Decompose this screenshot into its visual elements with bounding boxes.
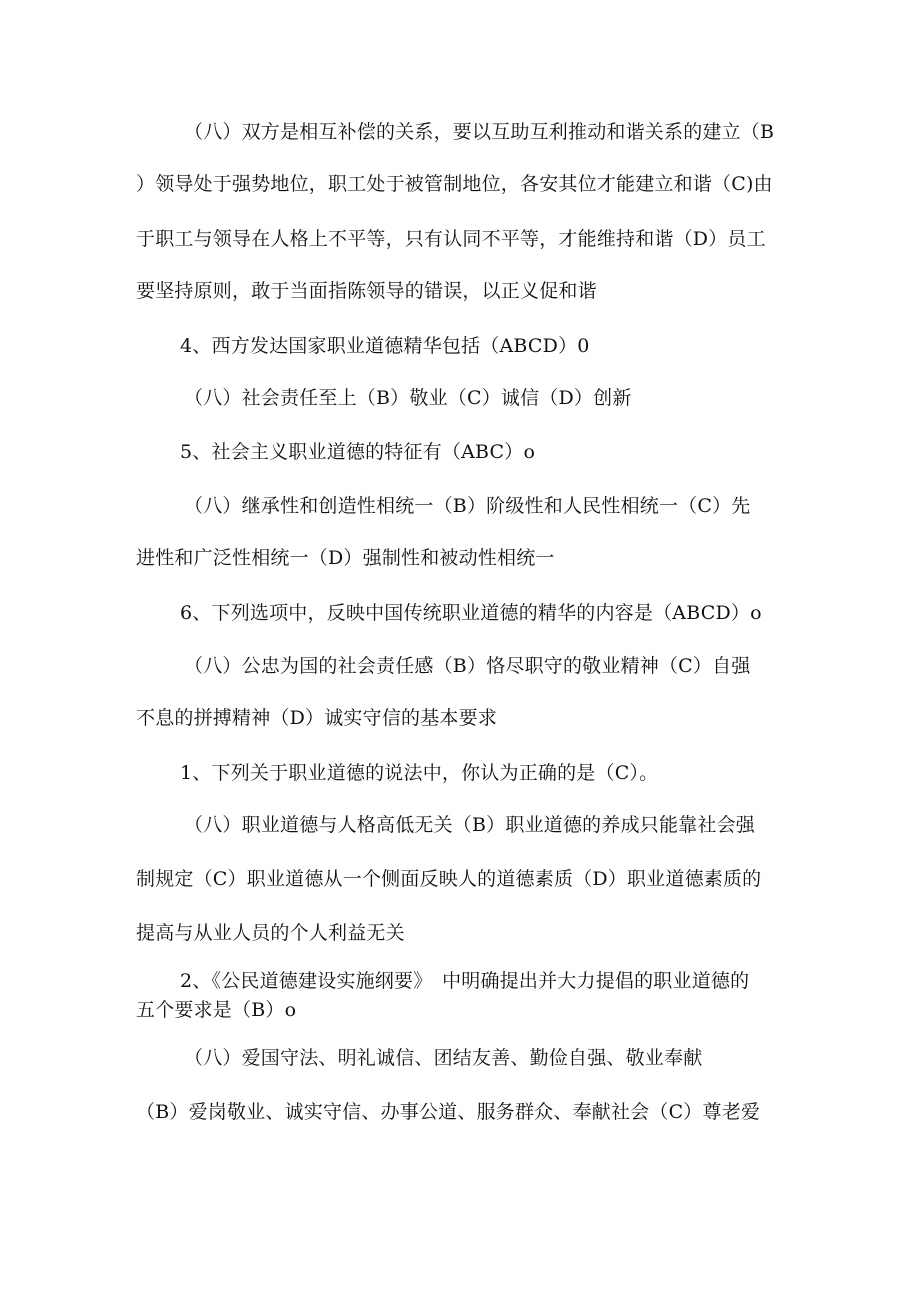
text-line: 要坚持原则，敢于当面指陈领导的错误，以正义促和谐 bbox=[136, 280, 597, 302]
options-line: （八）继承性和创造性相统一（B）阶级性和人民性相统一（C）先 bbox=[184, 495, 751, 517]
options-line: （八）社会责任至上（B）敬业（C）诚信（D）创新 bbox=[184, 387, 632, 409]
text-line: ）领导处于强势地位，职工处于被管制地位，各安其位才能建立和谐（C)由 bbox=[136, 173, 773, 195]
question-line: 6、下列选项中，反映中国传统职业道德的精华的内容是（ABCD）o bbox=[180, 602, 762, 624]
text-line: 不息的拼搏精神（D）诚实守信的基本要求 bbox=[136, 707, 498, 729]
text-line: 制规定（C）职业道德从一个侧面反映人的道德素质（D）职业道德素质的 bbox=[136, 868, 762, 890]
text-line: （B）爱岗敬业、诚实守信、办事公道、服务群众、奉献社会（C）尊老爱 bbox=[136, 1101, 761, 1123]
question-line: 4、西方发达国家职业道德精华包括（ABCD）0 bbox=[180, 335, 590, 357]
text-line: 提高与从业人员的个人利益无关 bbox=[136, 922, 405, 944]
options-line: （八）公忠为国的社会责任感（B）恪尽职守的敬业精神（C）自强 bbox=[184, 655, 751, 677]
options-line: （八）职业道德与人格高低无关（B）职业道德的养成只能靠社会强 bbox=[184, 814, 755, 836]
text-line: 五个要求是（B）o bbox=[136, 999, 297, 1021]
options-line: （八）爱国守法、明礼诚信、团结友善、勤俭自强、敬业奉献 bbox=[184, 1047, 703, 1069]
text-line: 于职工与领导在人格上不平等，只有认同不平等，才能维持和谐（D）员工 bbox=[136, 228, 766, 250]
text-line: 进性和广泛性相统一（D）强制性和被动性相统一 bbox=[136, 547, 555, 569]
text-line: （八）双方是相互补偿的关系，要以互助互利推动和谐关系的建立（B bbox=[184, 121, 775, 143]
question-line: 2、《公民道德建设实施纲要》 中明确提出并大力提倡的职业道德的 bbox=[180, 970, 750, 992]
question-line: 5、社会主义职业道德的特征有（ABC）o bbox=[180, 441, 536, 463]
question-line: 1、下列关于职业道德的说法中，你认为正确的是（C）。 bbox=[180, 762, 659, 784]
